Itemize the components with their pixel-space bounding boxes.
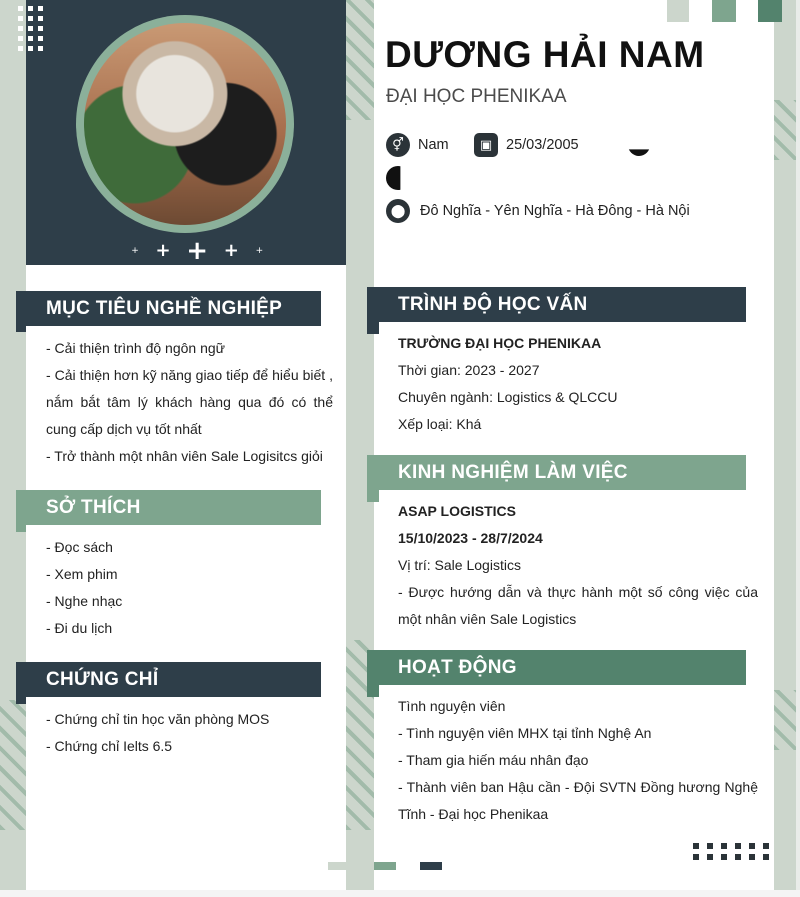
avatar (84, 23, 286, 225)
education-time: Thời gian: 2023 - 2027 (398, 362, 540, 378)
list-item: - Chứng chỉ tin học văn phòng MOS (46, 711, 270, 727)
avatar-ring (76, 15, 294, 233)
location-icon: ⬤ (386, 199, 410, 223)
list-item: - Tham gia hiến máu nhân đạo (398, 752, 589, 768)
education-major: Chuyên ngành: Logistics & QLCCU (398, 389, 618, 405)
experience-desc: - Được hướng dẫn và thực hành một số công việc của một nhân viên Sale Logistics (398, 584, 758, 627)
experience-position: Vị trí: Sale Logistics (398, 557, 521, 573)
address-value: Đô Nghĩa - Yên Nghĩa - Hà Đông - Hà Nội (420, 203, 690, 219)
dot-grid-decoration (18, 6, 43, 51)
education-school: TRƯỜNG ĐẠI HỌC PHENIKAA (398, 335, 602, 351)
experience-company: ASAP LOGISTICS (398, 503, 516, 519)
career-goal-list (46, 335, 333, 470)
list-item: - Đọc sách (46, 539, 113, 555)
sparkle-decoration: + + + + + (131, 235, 264, 266)
list-item: - Cải thiện trình độ ngôn ngữ (46, 340, 226, 356)
gender-value: Nam (418, 137, 449, 153)
gender-icon: ⚥ (386, 133, 410, 157)
list-item: - Thành viên ban Hậu cần - Đội SVTN Đồng hương Nghệ Tĩnh - Đại học Phenikaa (398, 779, 758, 822)
dot-grid-decoration (693, 843, 769, 860)
list-item: - Xem phim (46, 566, 118, 582)
profile-school: ĐẠI HỌC PHENIKAA (386, 86, 567, 107)
list-item: - Đi du lịch (46, 620, 113, 636)
hobbies-list (46, 534, 333, 642)
deco-bar (374, 862, 396, 870)
education-header: TRÌNH ĐỘ HỌC VẤN (367, 287, 746, 322)
hatch-decoration (346, 0, 374, 120)
list-item: - Trở thành một nhân viên Sale Logisitcs giỏi (46, 448, 323, 464)
education-details (398, 330, 758, 438)
calendar-icon: ▣ (474, 133, 498, 157)
certificates-header: CHỨNG CHỈ (16, 662, 321, 697)
gender-row (386, 133, 449, 157)
education-rank: Xếp loại: Khá (398, 416, 482, 432)
section-notch (367, 488, 379, 502)
deco-square (758, 0, 782, 22)
birthday-row (474, 133, 579, 157)
experience-header: KINH NGHIỆM LÀM VIỆC (367, 455, 746, 490)
page-bottom-edge (0, 890, 800, 897)
hobbies-header: SỞ THÍCH (16, 490, 321, 525)
career-goal-header: MỤC TIÊU NGHỀ NGHIỆP (16, 291, 321, 326)
hatch-decoration (774, 690, 796, 750)
list-item: - Chứng chỉ Ielts 6.5 (46, 738, 173, 754)
list-item: - Nghe nhạc (46, 593, 123, 609)
list-item: - Tình nguyện viên MHX tại tỉnh Nghệ An (398, 725, 652, 741)
hatch-decoration (774, 100, 796, 160)
birthday-value: 25/03/2005 (506, 137, 579, 153)
profile-name: DƯƠNG HẢI NAM (385, 34, 705, 75)
experience-details (398, 498, 758, 633)
experience-period: 15/10/2023 - 28/7/2024 (398, 530, 543, 546)
hatch-decoration (0, 700, 26, 830)
deco-bar (328, 862, 346, 870)
deco-bar (420, 862, 442, 870)
list-item: Tình nguyện viên (398, 698, 506, 714)
list-item: - Cải thiện hơn kỹ năng giao tiếp để hiểu biết , nắm bắt tâm lý khách hàng qua đó có thể cung cấp dịch vụ tốt nhất (46, 367, 333, 437)
address-row (386, 199, 690, 223)
deco-square (667, 0, 689, 22)
activities-list (398, 693, 758, 828)
certificates-list (46, 706, 333, 760)
activities-header: HOẠT ĐỘNG (367, 650, 746, 685)
deco-square (712, 0, 736, 22)
section-notch (367, 683, 379, 697)
section-notch (367, 320, 379, 334)
